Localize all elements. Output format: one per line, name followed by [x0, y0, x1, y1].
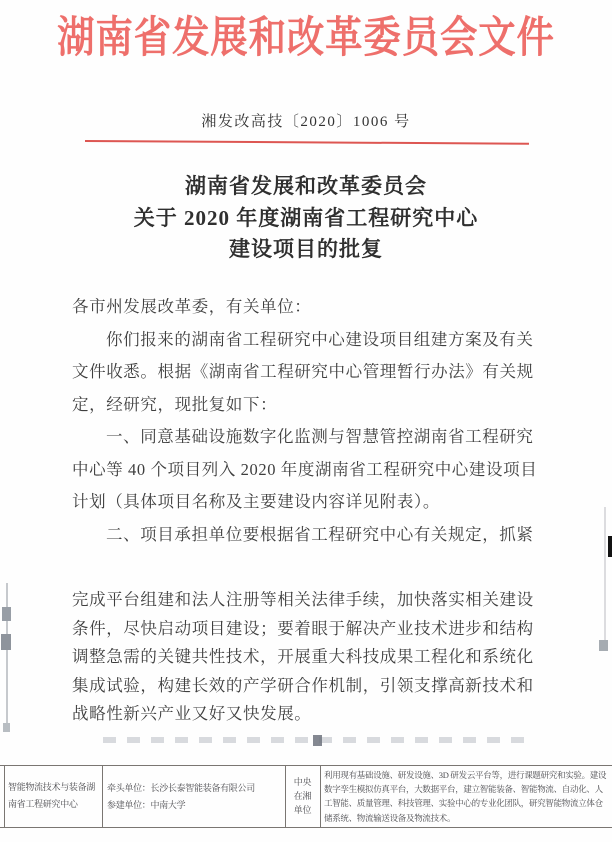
table-cell-units	[107, 780, 255, 814]
title-line-3: 建设项目的批复	[229, 237, 383, 261]
title-line-2: 关于 2020 年度湖南省工程研究中心	[133, 205, 479, 230]
body-line: 中心等 40 个项目列入 2020 年度湖南省工程研究中心建设项目	[72, 459, 538, 479]
body-line: 战略性新兴产业又好又快发展。	[72, 704, 312, 724]
body-line: 文件收悉。根据《湖南省工程研究中心管理暂行办法》有关规	[72, 362, 534, 381]
scan-artifact-left-square-2	[1, 634, 11, 650]
scan-artifact-left-square-1	[2, 607, 11, 621]
scan-artifact-left-line	[6, 583, 8, 732]
document-title	[0, 171, 612, 266]
table-border-left	[4, 765, 5, 828]
lead-unit-line: 牵头单位：长沙长泰智能装备有限公司	[107, 783, 255, 793]
table-divider-3	[320, 765, 321, 828]
body-line: 计划（具体项目名称及主要建设内容详见附表）。	[72, 492, 440, 511]
category-line: 在湘	[293, 790, 312, 801]
body-line: 一、同意基础设施数字化监测与智慧管控湖南省工程研究	[106, 427, 534, 446]
faded-text-blob-artifact	[313, 735, 322, 746]
document-number: 湘发改高技〔2020〕1006 号	[201, 114, 411, 130]
body-line: 调整急需的关键共性技术，开展重大科技成果工程化和系统化	[72, 647, 534, 667]
scan-artifact-right-line	[604, 507, 606, 640]
red-letterhead-title: 湖南省发展和改革委员会文件	[57, 15, 555, 62]
body-line: 完成平台组建和法人注册等相关法律手续，加快落实相关建设	[72, 590, 534, 609]
salutation-line: 各市州发展改革委，有关单位：	[72, 297, 312, 316]
title-line-1: 湖南省发展和改革委员会	[185, 174, 427, 198]
partner-unit-line: 参建单位：中南大学	[107, 800, 186, 811]
table-border-bottom	[0, 827, 612, 828]
body-line: 条件，尽快启动项目建设；要着眼于解决产业技术进步和结构	[72, 618, 534, 638]
table-border-top	[0, 765, 612, 766]
category-line: 中央	[293, 777, 312, 787]
red-divider-rule	[85, 140, 529, 145]
category-line: 单位	[293, 804, 312, 815]
body-line: 你们报来的湖南省工程研究中心建设项目组建方案及有关	[106, 329, 534, 349]
body-line: 定，经研究，现批复如下：	[72, 394, 278, 414]
description-line: 储系统、物流输送设备及物流技术。	[324, 812, 456, 823]
table-cell-center-name: 智能物流技术与装备湖南省工程研究中心	[8, 782, 96, 809]
body-text-block-1	[72, 291, 547, 551]
table-divider-1	[102, 765, 103, 828]
description-line: 数字孪生模拟仿真平台，大数据平台，建立智能装备、智能物流、自动化、人	[324, 784, 603, 795]
table-cell-description	[324, 768, 612, 825]
scan-artifact-right-black-bar	[608, 536, 612, 557]
scan-artifact-left-square-3	[3, 723, 10, 732]
table-cell-category	[286, 776, 319, 817]
description-line: 利用现有基础设施、研发设施、3D 研发云平台等，进行课题研究和实验。建设	[324, 770, 607, 780]
scan-artifact-right-square	[599, 640, 608, 651]
body-text-block-2	[72, 586, 547, 729]
description-line: 工智能、质量管理、科技管理、实验中心的专业化团队，研究智能物流立体仓	[324, 798, 603, 809]
body-line: 二、项目承担单位要根据省工程研究中心有关规定，抓紧	[106, 524, 534, 544]
body-line: 集成试验，构建长效的产学研合作机制，引领支撑高新技术和	[72, 675, 534, 695]
